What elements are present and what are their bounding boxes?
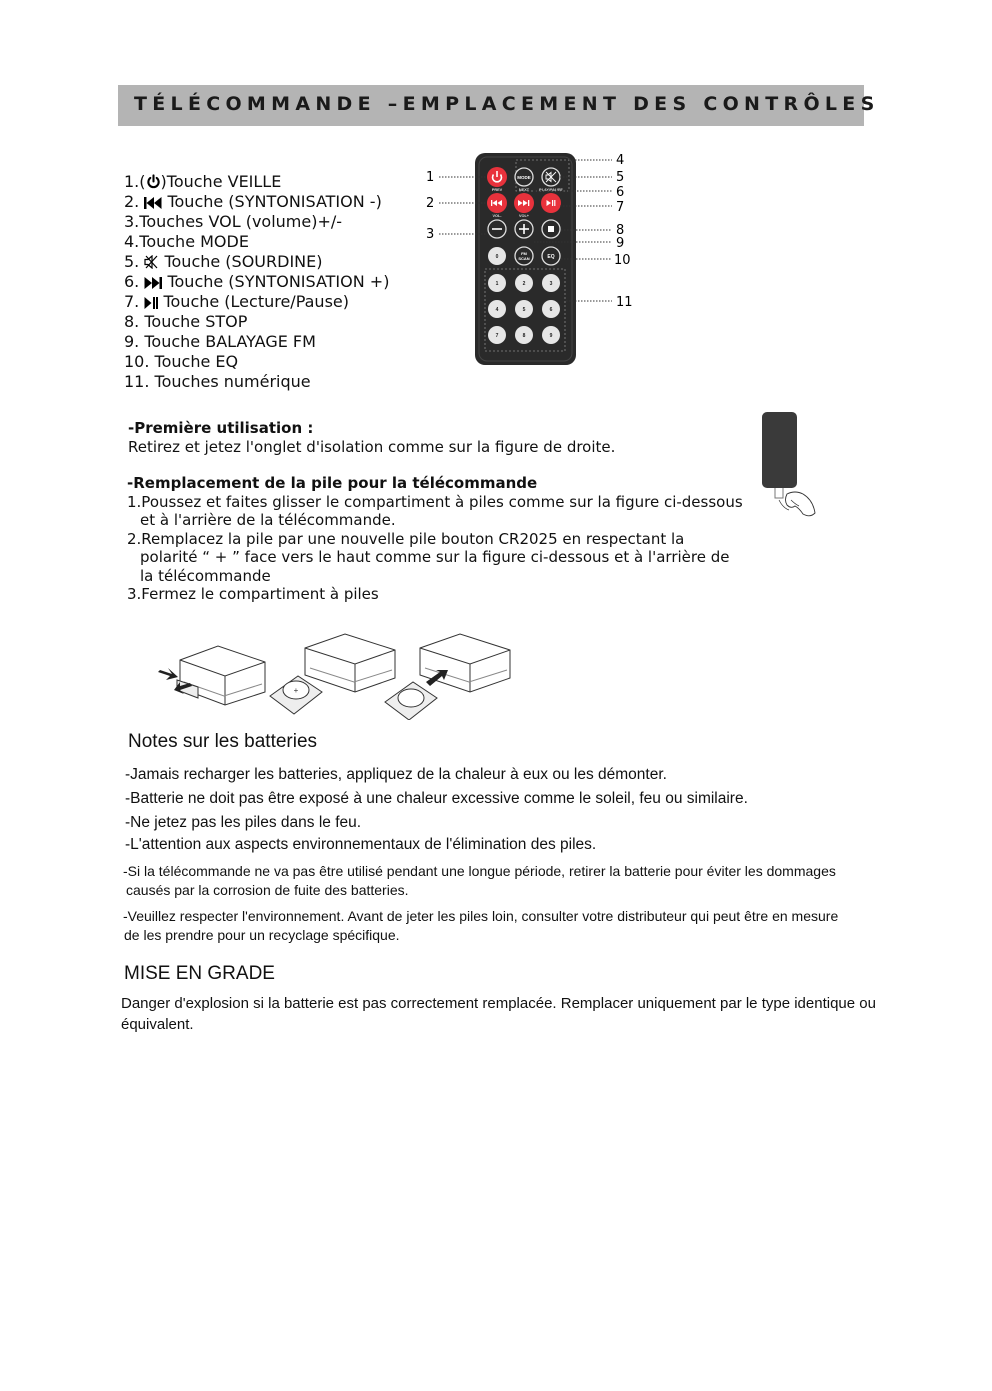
battery-step-2-cont: polarité “ + ” face vers le haut comme sur la figure ci-dessous et à l'arrière de — [140, 548, 730, 566]
note-item-5: -Si la télécommande ne va pas être utilisé pendant une longue période, retirer la batterie pour éviter les dommages causés par la corrosion de fuite des batteries. — [123, 863, 836, 898]
svg-text:3: 3 — [549, 281, 553, 287]
note-item-3: -Ne jetez pas les piles dans le feu. — [125, 814, 362, 831]
pull-tab-illustration — [755, 408, 820, 523]
callout-9: 9 — [616, 236, 625, 251]
mute-icon — [144, 255, 159, 269]
control-item-3: 3.Touches VOL (volume)+/- — [124, 212, 343, 231]
warning-heading: MISE EN GRADE — [124, 963, 275, 984]
svg-text:6: 6 — [549, 307, 553, 313]
battery-replace-section — [127, 474, 743, 604]
remote-back — [762, 412, 797, 488]
warning-text: Danger d'explosion si la batterie est pas correctement remplacée. Remplacer uniquement par le type identique ou équivalent. — [121, 995, 876, 1033]
control-item-8: 8. Touche STOP — [124, 312, 248, 331]
svg-text:4: 4 — [495, 307, 499, 313]
battery-step-2: 2.Remplacez la pile par une nouvelle pile bouton CR2025 en respectant la — [127, 529, 685, 548]
battery-step-1: 1.Poussez et faites glisser le compartiment à piles comme sur la figure ci-dessous — [127, 492, 743, 511]
svg-text:5: 5 — [522, 307, 526, 313]
step-3-figure — [385, 634, 510, 720]
callout-2: 2 — [426, 196, 435, 211]
svg-text:8: 8 — [522, 333, 526, 339]
control-item-5: 5. Touche (SOURDINE) — [124, 252, 323, 271]
step-2-figure — [270, 634, 395, 714]
control-item-6: 6. Touche (SYNTONISATION +) — [124, 272, 390, 291]
callout-8: 8 — [616, 223, 625, 238]
control-item-9: 9. Touche BALAYAGE FM — [124, 332, 316, 351]
remote-diagram — [420, 148, 650, 370]
svg-text:FM: FM — [521, 251, 527, 256]
power-icon — [146, 174, 161, 189]
step-1-figure — [158, 646, 265, 705]
callout-6: 6 — [616, 185, 625, 200]
battery-compartment-illustration — [150, 620, 520, 720]
callout-1: 1 — [426, 170, 435, 185]
control-item-11: 11. Touches numérique — [124, 372, 311, 391]
note-item-1: -Jamais recharger les batteries, appliquez de la chaleur à eux ou les démonter. — [125, 766, 667, 783]
play-pause-icon — [144, 297, 158, 309]
control-item-4: 4.Touche MODE — [124, 232, 249, 251]
callout-4: 4 — [616, 153, 625, 168]
hand-icon — [786, 492, 816, 516]
stop-icon — [548, 226, 554, 232]
battery-step-1-cont: et à l'arrière de la télécommande. — [140, 511, 396, 529]
skip-previous-icon — [144, 197, 162, 209]
note-item-4: -L'attention aux aspects environnementaux de l'élimination des piles. — [125, 836, 597, 853]
mode-button-label: MODE — [517, 175, 531, 180]
callout-7: 7 — [616, 200, 625, 215]
control-item-1: 1.( )Touche VEILLE — [124, 172, 282, 191]
note-item-2: -Batterie ne doit pas être exposé à une chaleur excessive comme le soleil, feu ou similaire. — [125, 790, 748, 807]
callout-3: 3 — [426, 227, 435, 242]
svg-text:EQ: EQ — [547, 254, 555, 260]
battery-step-3: 3.Fermez le compartiment à piles — [127, 585, 379, 603]
svg-text:0: 0 — [495, 254, 499, 260]
first-use-heading: -Première utilisation : — [128, 419, 314, 437]
control-item-10: 10. Touche EQ — [124, 352, 239, 371]
control-item-2: 2. Touche (SYNTONISATION -) — [124, 192, 382, 211]
play-pause-label: PLAY/PAUSE — [539, 188, 563, 192]
push-arrow-icon — [158, 668, 178, 680]
svg-text:1: 1 — [495, 281, 499, 287]
svg-text:SCAN: SCAN — [518, 256, 530, 261]
battery-step-2-cont2: la télécommande — [140, 566, 271, 585]
plus-symbol: + — [293, 686, 299, 695]
section-banner — [118, 85, 880, 126]
vol-plus-label: VOL+ — [518, 214, 530, 218]
first-use-text: Retirez et jetez l'onglet d'isolation comme sur la figure de droite. — [128, 437, 616, 456]
callout-10: 10 — [614, 253, 631, 268]
banner-title: TÉLÉCOMMANDE –EMPLACEMENT DES CONTRÔLES — [134, 93, 880, 115]
battery-replace-heading: -Remplacement de la pile pour la télécommande — [127, 474, 538, 492]
controls-list — [124, 172, 389, 392]
notes-heading: Notes sur les batteries — [128, 731, 318, 752]
next-label: NEXT — [518, 188, 530, 192]
svg-text:2: 2 — [522, 281, 526, 287]
first-use-section — [128, 419, 615, 456]
control-item-7: 7. Touche (Lecture/Pause) — [124, 292, 349, 311]
callout-5: 5 — [616, 170, 625, 185]
skip-next-icon — [144, 277, 162, 289]
svg-text:9: 9 — [549, 333, 553, 339]
callout-11: 11 — [616, 295, 633, 310]
note-item-6: -Veuillez respecter l'environnement. Avant de jeter les piles loin, consulter votre distributeur qui peut être en mesure de les prendre pour un recyclage spécifique. — [123, 908, 839, 943]
prev-label: PREV — [491, 188, 503, 192]
svg-text:7: 7 — [495, 333, 499, 339]
vol-minus-label: VOL- — [492, 214, 502, 218]
